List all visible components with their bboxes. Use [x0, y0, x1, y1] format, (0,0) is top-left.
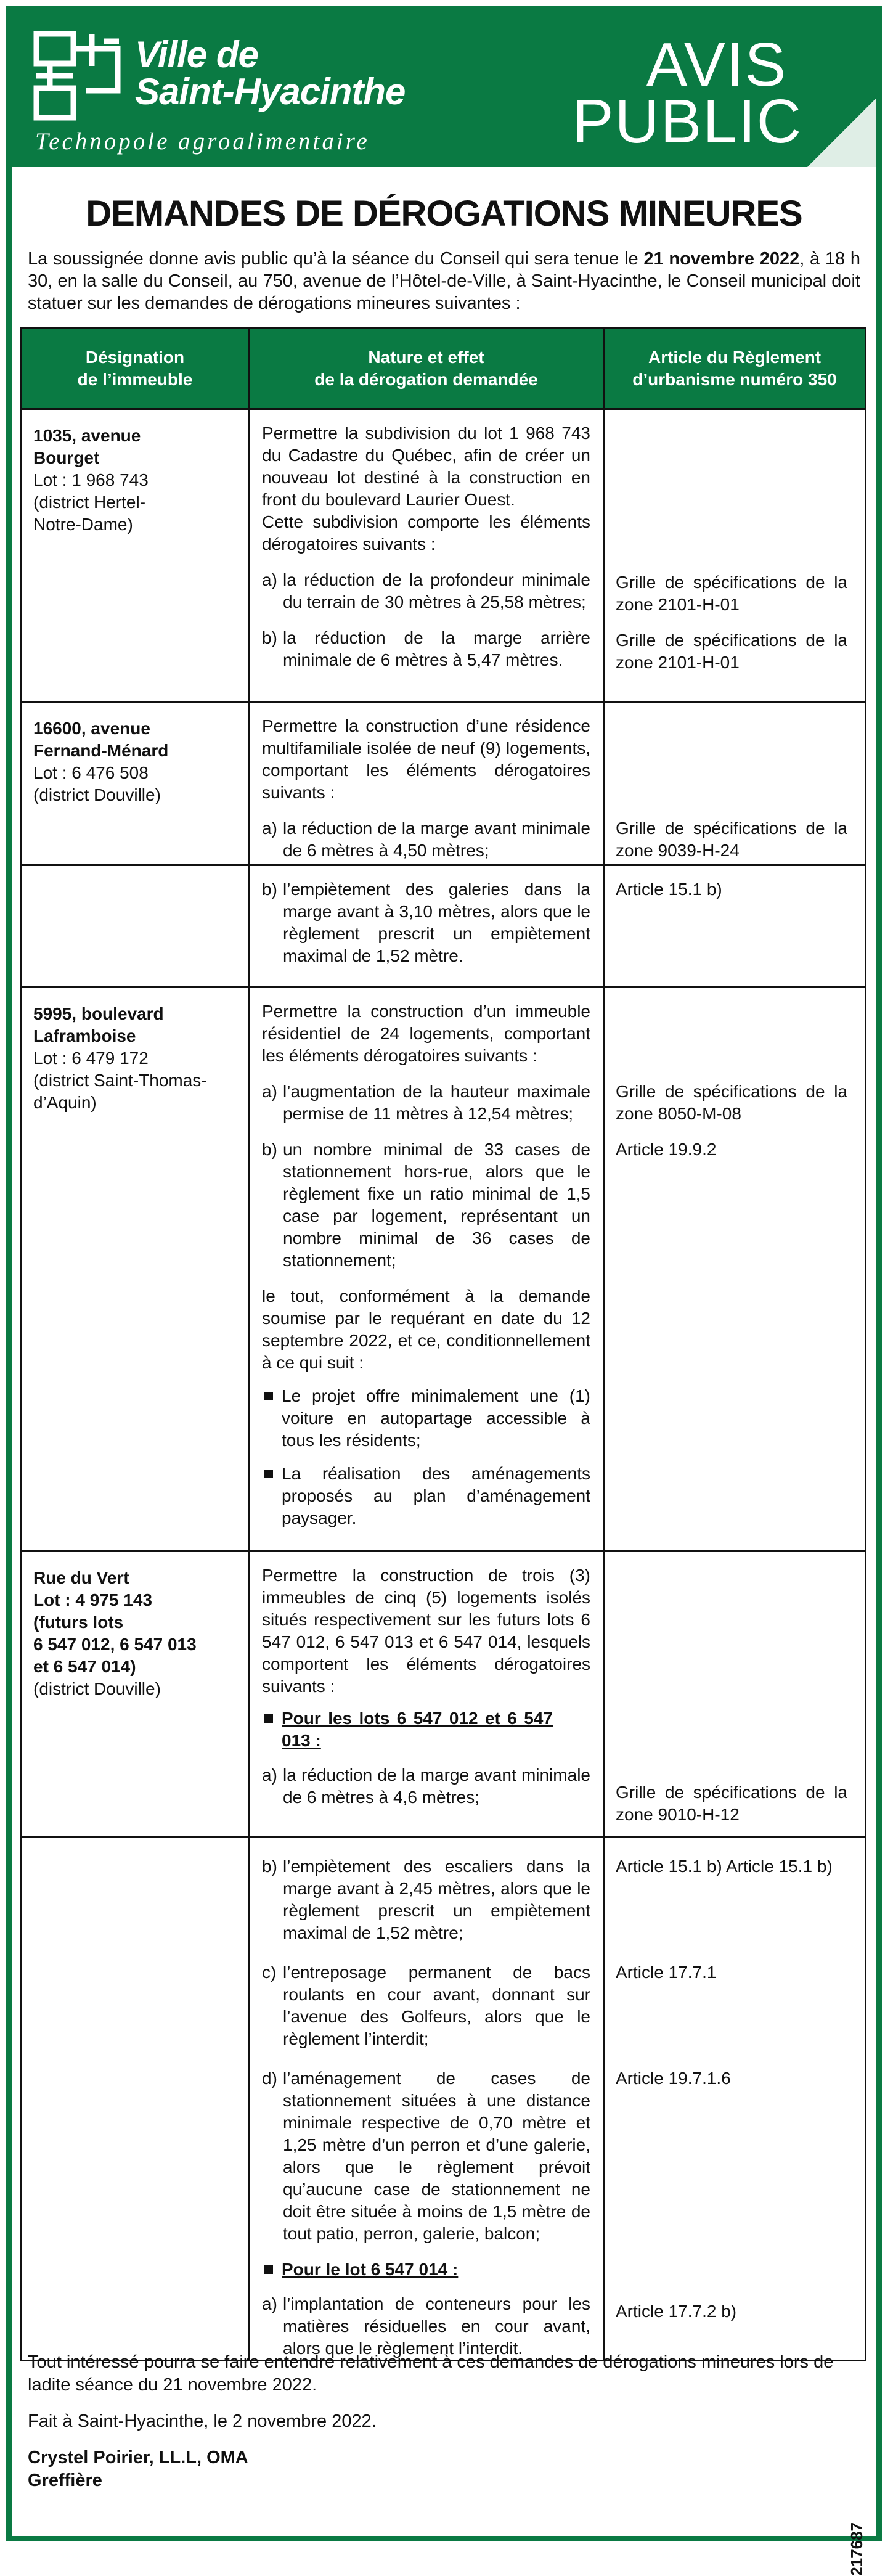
table-row: [22, 408, 865, 701]
header-designation-line2: de l’immeuble: [77, 370, 193, 389]
derogation-item: [262, 1764, 590, 1809]
item-text: l’empiètement des galeries dans la marge avant à 3,10 mètres, alors que le règlement prescrit un empiètement maximal de 1,52 mètre.: [283, 880, 590, 965]
ad-code: 217687: [847, 2522, 866, 2576]
derogation-description: Cette subdivision comporte les éléments dérogatoires suivants :: [262, 512, 590, 554]
derogation-item: [262, 1139, 590, 1272]
district: (district Hertel-Notre-Dame): [33, 493, 146, 534]
signer-name: Crystel Poirier, LL.L, OMA: [28, 2448, 248, 2468]
table-header: [22, 329, 865, 408]
item-text: l’implantation de conteneurs pour les matières résiduelles en cour avant, alors que le règlement l’interdit.: [283, 2294, 590, 2358]
footer-paragraph: Tout intéressé pourra se faire entendre relativement à ces demandes de dérogations mineures lors de ladite séance du 21 novembre 2022.: [28, 2352, 834, 2395]
item-text: l’empiètement des escaliers dans la marge avant à 2,45 mètres, alors que le règlement prescrit un empiètement maximal de 1,52 mètre;: [283, 1857, 590, 1942]
address-line: 1035, avenue: [33, 426, 141, 445]
derogation-description: Permettre la construction d’une résidence multifamiliale isolée de neuf (9) logements, comportant les éléments dérogatoires suivants :: [262, 716, 590, 802]
header-banner: [12, 12, 876, 167]
address-line: Rue du Vert: [33, 1568, 129, 1587]
designation-cell: [22, 866, 250, 986]
lot-number: Lot : 1 968 743: [33, 470, 149, 489]
designation-cell: [22, 988, 250, 1550]
nature-cell: [250, 988, 605, 1550]
lot-number: Lot : 6 479 172: [33, 1049, 149, 1068]
intro-after: , à 18 h 30, en la salle du Conseil, au 750, avenue de l’Hôtel-de-Ville, à Saint-Hyacinthe, le Conseil municipal doit statuer sur les demandes de dérogations mineures suivantes :: [28, 249, 860, 313]
address-line: Bourget: [33, 448, 100, 467]
avis-line2: PUBLIC: [572, 87, 802, 156]
item-label: c): [262, 1963, 277, 1982]
article-cell: [605, 703, 865, 864]
condition-text: le tout, conformément à la demande soumise par le requérant en date du 12 septembre 2022, et ce, conditionnellement à ce qui suit :: [262, 1286, 590, 1372]
header-article-line1: Article du Règlement: [648, 348, 822, 367]
address-line: Lot : 4 975 143: [33, 1590, 152, 1609]
derogation-description: Permettre la subdivision du lot 1 968 743 du Cadastre du Québec, afin de créer un nouveau lot destiné à la construction en front du boulevard Laurier Ouest.: [262, 423, 590, 509]
header-nature-line1: Nature et effet: [368, 348, 484, 367]
signer-role: Greffière: [28, 2471, 102, 2490]
tagline: Technopole agroalimentaire: [35, 128, 370, 155]
address-line: Laframboise: [33, 1026, 136, 1045]
article-ref: Grille de spécifications de la zone 2101-H-01: [616, 631, 847, 672]
item-label: b): [262, 880, 277, 899]
address-line: Fernand-Ménard: [33, 741, 169, 760]
article-ref: Grille de spécifications de la zone 9010-H-12: [616, 1783, 847, 1824]
derogation-description: Permettre la construction de trois (3) immeubles de cinq (5) logements isolés situés respectivement sur les futurs lots 6 547 012, 6 547 013 et 6 547 014, lesquels comportent les éléments dérogatoires suivants :: [262, 1566, 590, 1696]
article-ref: Article 15.1 b): [616, 880, 722, 899]
article-cell: [605, 410, 865, 701]
intro-before: La soussignée donne avis public qu’à la séance du Conseil qui sera tenue le: [28, 249, 644, 269]
item-label: b): [262, 628, 277, 647]
bullet-square-icon: [264, 1470, 273, 1478]
group-heading-text: Pour le lot 6 547 014 :: [282, 2260, 459, 2279]
item-label: a): [262, 570, 277, 589]
derogation-item: [262, 1081, 590, 1125]
item-text: un nombre minimal de 33 cases de stationnement hors-rue, alors que le règlement fixe un ratio minimal de 1,5 case par logement, représentant un nombre minimal de 36 cases de stationnement;: [283, 1140, 590, 1270]
notice-frame: [6, 6, 882, 2576]
page-corner-fold: [807, 98, 876, 167]
city-name-line2: Saint-Hyacinthe: [135, 71, 406, 112]
district: (district Douville): [33, 785, 161, 804]
footer-date: Fait à Saint-Hyacinthe, le 2 novembre 2022.: [28, 2411, 377, 2431]
article-cell: [605, 1838, 865, 2360]
designation-cell: [22, 1552, 250, 1836]
group-heading: [262, 2259, 590, 2281]
designation-cell: [22, 1838, 250, 2360]
row-part: [22, 1552, 865, 1836]
item-text: la réduction de la marge avant minimale de 6 mètres à 4,50 mètres;: [283, 819, 590, 860]
bullet-text: La réalisation des aménagements proposés au plan d’aménagement paysager.: [282, 1464, 590, 1527]
derogation-item: [262, 2067, 590, 2245]
derogation-description: Permettre la construction d’un immeuble résidentiel de 24 logements, comportant les éléments dérogatoires suivants :: [262, 1002, 590, 1065]
derogation-item: [262, 878, 590, 967]
row-part: [22, 703, 865, 864]
header-article: [605, 329, 865, 408]
intro-date: 21 novembre 2022: [643, 249, 800, 269]
header-nature-line2: de la dérogation demandée: [314, 370, 538, 389]
item-label: a): [262, 1082, 277, 1101]
footer: [28, 2351, 866, 2492]
derogation-item: [262, 2293, 590, 2360]
bullet-square-icon: [264, 1392, 273, 1400]
article-ref: Article 19.7.1.6: [616, 2069, 731, 2088]
item-text: l’aménagement de cases de stationnement situées à une distance minimale respective de 0,70 mètre et 1,25 mètre d’un perron et d’une galerie, alors que le règlement prévoit qu’aucune case de stationnement ne doit être située à moins de 1,5 mètre de tout patio, perron, galerie, balcon;: [283, 2069, 590, 2243]
avis-public-heading: [572, 30, 802, 156]
row-part: [22, 1836, 865, 2360]
address-line: et 6 547 014): [33, 1657, 136, 1676]
designation-cell: [22, 410, 250, 701]
article-ref: Article 17.7.1: [616, 1963, 717, 1982]
table-row: [22, 1550, 865, 2360]
item-text: la réduction de la marge arrière minimale de 6 mètres à 5,47 mètres.: [283, 628, 590, 669]
nature-cell: [250, 410, 605, 701]
lot-number: Lot : 6 476 508: [33, 763, 149, 782]
item-label: a): [262, 819, 277, 838]
header-designation-line1: Désignation: [85, 348, 185, 367]
header-nature: [250, 329, 605, 408]
condition-bullet: [262, 1385, 590, 1452]
derogations-table: [20, 327, 866, 2361]
item-text: la réduction de la profondeur minimale du terrain de 30 mètres à 25,58 mètres;: [283, 570, 590, 611]
item-label: d): [262, 2069, 277, 2088]
article-cell: [605, 1552, 865, 1836]
item-text: l’augmentation de la hauteur maximale permise de 11 mètres à 12,54 mètres;: [283, 1082, 590, 1123]
nature-cell: [250, 1838, 605, 2360]
article-ref: Article 15.1 b) Article 15.1 b): [616, 1857, 833, 1876]
group-heading-text: Pour les lots 6 547 012 et 6 547 013 :: [282, 1709, 553, 1750]
item-label: b): [262, 1857, 277, 1876]
group-heading: [262, 1707, 590, 1752]
city-name: [135, 36, 405, 110]
bullet-text: Le projet offre minimalement une (1) voiture en autopartage accessible à tous les résidents;: [282, 1386, 590, 1450]
article-cell: [605, 988, 865, 1550]
derogation-item: [262, 817, 590, 862]
nature-cell: [250, 1552, 605, 1836]
derogation-item: [262, 569, 590, 613]
address-line: 6 547 012, 6 547 013: [33, 1635, 197, 1654]
article-ref: Article 19.9.2: [616, 1140, 717, 1159]
avis-line1: AVIS: [646, 30, 788, 99]
bullet-square-icon: [264, 1714, 273, 1723]
header-designation: [22, 329, 250, 408]
item-label: a): [262, 2294, 277, 2313]
address-line: 5995, boulevard: [33, 1004, 164, 1023]
article-ref: Grille de spécifications de la zone 2101-H-01: [616, 573, 847, 614]
designation-cell: [22, 703, 250, 864]
notice-title: DEMANDES DE DÉROGATIONS MINEURES: [86, 194, 802, 234]
district: (district Saint-Thomas-d’Aquin): [33, 1071, 207, 1112]
address-line: (futurs lots: [33, 1613, 124, 1632]
item-label: a): [262, 1765, 277, 1785]
article-ref: Article 17.7.2 b): [616, 2302, 737, 2321]
condition-bullet: [262, 1463, 590, 1529]
article-ref: Grille de spécifications de la zone 9039-H-24: [616, 819, 847, 860]
item-label: b): [262, 1140, 277, 1159]
city-name-line1: Ville de: [135, 34, 258, 75]
derogation-item: [262, 1961, 590, 2050]
article-cell: [605, 866, 865, 986]
city-logo-icon: [31, 29, 124, 121]
table-row: [22, 701, 865, 986]
bullet-square-icon: [264, 2265, 273, 2274]
nature-cell: [250, 703, 605, 864]
item-text: l’entreposage permanent de bacs roulants en cour avant, donnant sur l’avenue des Golfeurs, alors que le règlement l’interdit;: [283, 1963, 590, 2048]
district: (district Douville): [33, 1679, 161, 1698]
intro-paragraph: [28, 248, 860, 314]
header-article-line2: d’urbanisme numéro 350: [632, 370, 837, 389]
table-row: [22, 986, 865, 1550]
row-part: [22, 864, 865, 986]
derogation-item: [262, 627, 590, 671]
derogation-item: [262, 1855, 590, 1944]
article-ref: Grille de spécifications de la zone 8050-M-08: [616, 1082, 847, 1123]
address-line: 16600, avenue: [33, 719, 150, 738]
nature-cell: [250, 866, 605, 986]
item-text: la réduction de la marge avant minimale de 6 mètres à 4,6 mètres;: [283, 1765, 590, 1807]
